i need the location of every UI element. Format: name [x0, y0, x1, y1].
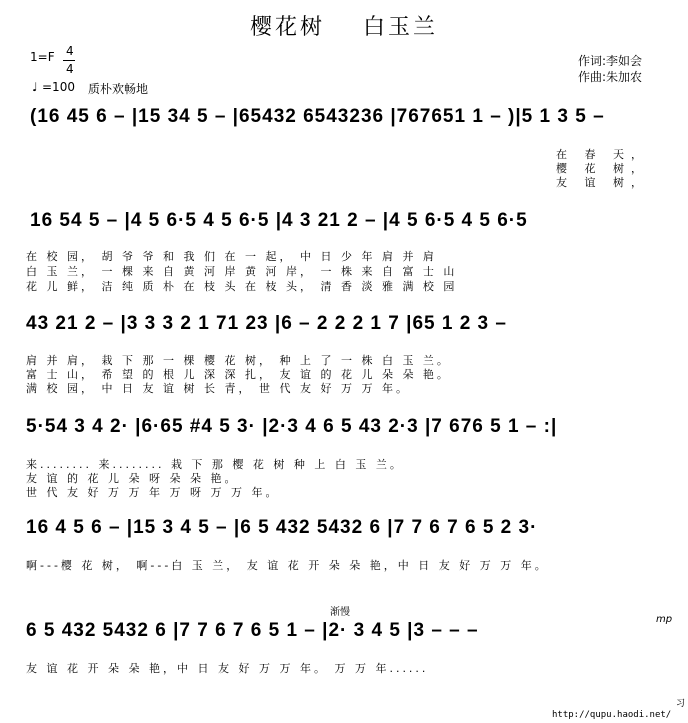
lyrics-row-2-verse-1: 在 校 园， 胡 爷 爷 和 我 们 在 一 起， 中 日 少 年 肩 并 肩 — [26, 250, 437, 263]
time-signature-top: 4 — [66, 44, 74, 58]
lyrics-row-1-verse-1: 在 春 天， — [556, 148, 649, 161]
lyrics-row-3-verse-1: 肩 并 肩， 栽 下 那 一 棵 樱 花 树， 种 上 了 一 株 白 玉 兰。 — [26, 354, 451, 367]
notation-row-6: 6 5 432 5432 6 |7 7 6 7 6 5 1 – |2· 3 4 5 |3 – – – — [26, 620, 479, 641]
title-part-2: 白玉兰 — [363, 15, 439, 40]
slowdown-marking: 渐慢 — [330, 607, 350, 618]
quarter-note-icon: ♩ — [32, 80, 38, 94]
expression: 质朴欢畅地 — [88, 82, 149, 96]
lyrics-row-6: 友 谊 花 开 朵 朵 艳，中 日 友 好 万 万 年。 万 万 年...... — [26, 662, 429, 675]
lyrics-row-1-verse-2: 樱 花 树， — [556, 162, 649, 175]
lyrics-row-3-verse-2: 富 士 山， 希 望 的 根 儿 深 深 扎， 友 谊 的 花 儿 朵 朵 艳。 — [26, 368, 451, 381]
notation-row-3: 43 21 2 – |3 3 3 2 1 71 23 |6 – 2 2 2 1 7 |65 1 2 3 – — [26, 313, 507, 334]
watermark: http://qupu.haodi.net/ — [552, 710, 672, 720]
notation-row-5: 16 4 5 6 – |15 3 4 5 – |6 5 432 5432 6 |7 7 6 7 6 5 2 3· — [26, 517, 538, 538]
key-signature: 1=F — [30, 50, 55, 64]
corner-mark: 习 — [676, 699, 686, 709]
title-part-1: 樱花树 — [249, 15, 325, 40]
composer: 作曲:朱加农 — [578, 70, 643, 84]
dynamic-marking: mp — [656, 614, 673, 625]
lyrics-row-1-verse-3: 友 谊 树， — [556, 176, 649, 189]
time-signature-bottom: 4 — [66, 62, 74, 76]
notation-row-4: 5·54 3 4 2· |6·65 #4 5 3· |2·3 4 6 5 43 2·3 |7 676 5 1 – :| — [26, 416, 558, 437]
notation-row-2: 16 54 5 – |4 5 6·5 4 5 6·5 |4 3 21 2 – |4 5 6·5 4 5 6·5 — [30, 210, 528, 231]
tempo: =100 — [42, 80, 75, 94]
lyrics-row-4-line-3: 世 代 友 好 万 万 年 万 呀 万 万 年。 — [26, 486, 280, 499]
song-title — [0, 10, 688, 41]
lyrics-row-3-verse-3: 满 校 园， 中 日 友 谊 树 长 青， 世 代 友 好 万 万 年。 — [26, 382, 410, 395]
lyrics-row-2-verse-3: 花 儿 鲜， 洁 纯 质 朴 在 枝 头 在 枝 头， 清 香 淡 雅 满 校 园 — [26, 280, 458, 293]
notation-row-1: (16 45 6 – |15 34 5 – |65432 6543236 |767651 1 – )|5 1 3 5 – — [30, 106, 605, 127]
lyrics-row-4-line-1: 来........ 来........ 栽 下 那 樱 花 树 种 上 白 玉 兰。 — [26, 458, 404, 471]
lyricist: 作词:李如会 — [578, 54, 643, 68]
lyrics-row-4-line-2: 友 谊 的 花 儿 朵 呀 朵 朵 艳。 — [26, 472, 239, 485]
lyrics-row-5: 啊---樱 花 树， 啊---白 玉 兰， 友 谊 花 开 朵 朵 艳，中 日 友 好 万 万 年。 — [26, 559, 549, 572]
lyrics-row-2-verse-2: 白 玉 兰， 一 棵 来 自 黄 河 岸 黄 河 岸， 一 株 来 自 富 士 山 — [26, 265, 458, 278]
